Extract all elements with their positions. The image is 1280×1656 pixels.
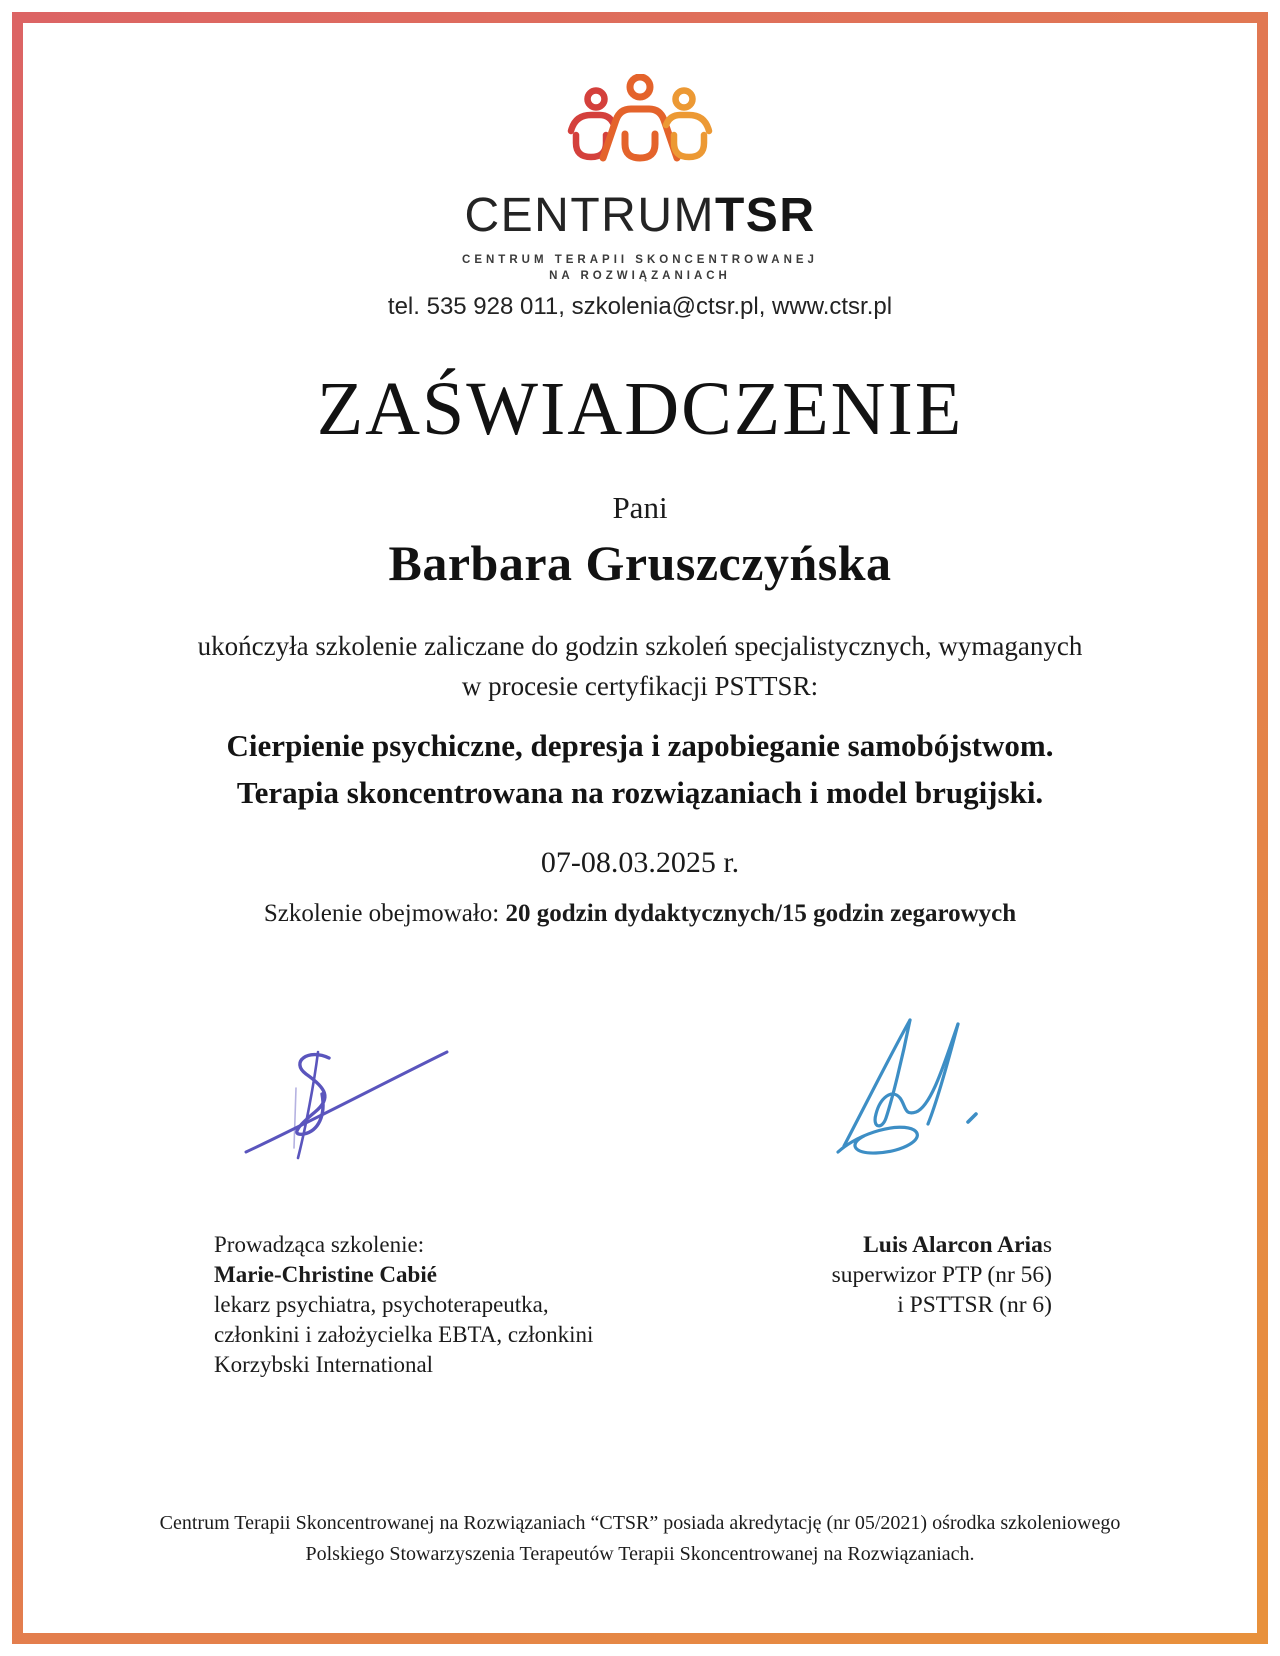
brand-name (0, 188, 1280, 243)
supervisor-desc-line-1: superwizor PTP (nr 56) (831, 1262, 1052, 1288)
supervisor-block (832, 1230, 1052, 1320)
supervisor-signature (808, 1000, 993, 1165)
brand-name-regular: CENTRUM (464, 189, 715, 242)
trainer-signature (232, 1022, 462, 1167)
supervisor-name-suffix: s (1042, 1232, 1052, 1258)
footer-line-1: Centrum Terapii Skoncentrowanej na Rozwiązaniach “CTSR” posiada akredytację (nr 05/2021) ośrodka szkoleniowego (159, 1512, 1121, 1534)
trainer-name: Marie-Christine Cabié (214, 1262, 437, 1287)
trainer-desc-line-1: lekarz psychiatra, psychoterapeutka, (214, 1292, 549, 1317)
brand-tagline (0, 252, 1280, 284)
brand-name-bold: TSR (714, 189, 816, 242)
statement-line-1: ukończyła szkolenie zaliczane do godzin szkoleń specjalistycznych, wymaganych (197, 631, 1083, 661)
course-title (0, 722, 1280, 816)
supervisor-name-bold: Luis Alarcon Aria (863, 1232, 1043, 1258)
person-right-icon (666, 91, 709, 158)
course-date: 07-08.03.2025 r. (540, 846, 740, 879)
tagline-line-1: CENTRUM TERAPII SKONCENTROWANEJ (462, 254, 818, 266)
statement (0, 626, 1280, 706)
centrumtsr-logo (0, 74, 1280, 189)
people-logo-icon (550, 74, 730, 184)
statement-line-2: w procesie certyfikacji PSTTSR: (461, 671, 819, 701)
trainer-desc-line-3: Korzybski International (214, 1352, 434, 1377)
course-hours (0, 900, 1280, 928)
hours-label: Szkolenie obejmowało: (263, 900, 506, 927)
footer-line-2: Polskiego Stowarzyszenia Terapeutów Terapii Skoncentrowanej na Rozwiązaniach. (305, 1543, 975, 1565)
trainer-block (214, 1230, 593, 1380)
recipient-name: Barbara Gruszczyńska (388, 535, 892, 591)
certificate-title: ZAŚWIADCZENIE (316, 367, 964, 451)
supervisor-desc-line-2: i PSTTSR (nr 6) (897, 1292, 1052, 1318)
person-middle-icon (603, 77, 677, 158)
course-title-line-2: Terapia skoncentrowana na rozwiązaniach i model brugijski. (236, 775, 1044, 810)
trainer-role: Prowadząca szkolenie: (214, 1232, 425, 1257)
supervisor-name (832, 1230, 1052, 1260)
trainer-desc-line-2: członkini i założycielka EBTA, członkini (214, 1322, 594, 1347)
salutation: Pani (612, 490, 668, 525)
tagline-line-2: NA ROZWIĄZANIACH (549, 270, 731, 282)
contact-info: tel. 535 928 011, szkolenia@ctsr.pl, www.ctsr.pl (387, 293, 893, 320)
course-title-line-1: Cierpienie psychiczne, depresja i zapobieganie samobójstwom. (226, 728, 1054, 763)
hours-value: 20 godzin dydaktycznych/15 godzin zegarowych (505, 900, 1017, 927)
footer-accreditation (0, 1508, 1280, 1570)
